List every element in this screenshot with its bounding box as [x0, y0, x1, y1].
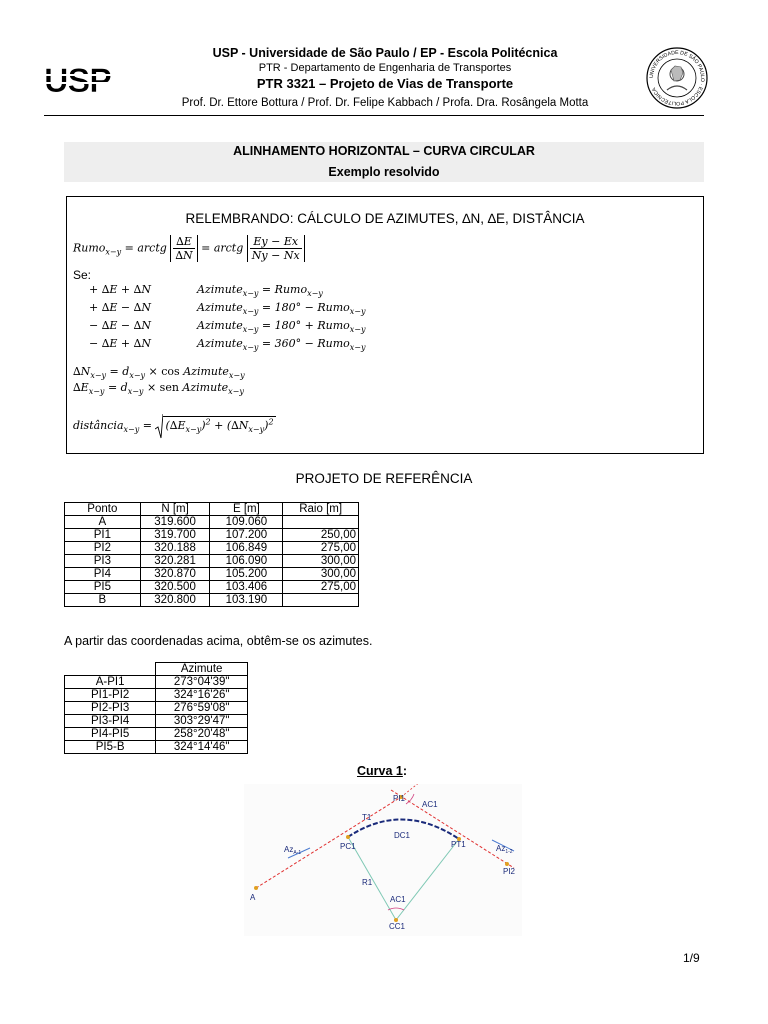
table-cell: PI2 [65, 542, 141, 555]
label-r1: R1 [362, 878, 373, 887]
table-cell: 103.190 [210, 594, 283, 607]
table-cell: 320.800 [140, 594, 210, 607]
table-row [65, 741, 248, 754]
page-number: 1/9 [683, 951, 700, 965]
table-cell: PI3-PI4 [65, 715, 156, 728]
case-rule: Azimute$_{x-y}$ = 360° − Rumo$_{x-y}$ [197, 337, 366, 353]
case-signs: − ∆E + ∆N [89, 337, 151, 350]
usp-logo-text: USP [44, 64, 111, 96]
table-cell [283, 594, 359, 607]
table-row [65, 676, 248, 689]
table-cell: 319.700 [140, 529, 210, 542]
case-row [89, 301, 151, 314]
table-row [65, 715, 248, 728]
table-cell: 320.870 [140, 568, 210, 581]
table-header-row [65, 503, 359, 516]
table-cell: 320.281 [140, 555, 210, 568]
table-header-row [65, 663, 248, 676]
case-row [89, 319, 151, 332]
table-cell: 300,00 [283, 568, 359, 581]
table-cell: 324°14'46" [156, 741, 248, 754]
table-cell: B [65, 594, 141, 607]
label-az-right-sub: 1-2 [505, 849, 513, 855]
delta-e-formula: $\Delta E_{x-y} = d_{x-y}$ × sen Azimute$_{x-y}$ [73, 381, 244, 397]
column-header: Ponto [65, 503, 141, 516]
table-row [65, 581, 359, 594]
distance-formula: distância$_{x-y}$ = $(\Delta E_{x-y})^2 + (\Delta N_{x-y})^2$ [73, 413, 276, 439]
table-cell: 276°59'08" [156, 702, 248, 715]
label-pi2: PI2 [503, 867, 516, 876]
title-line1: ALINHAMENTO HORIZONTAL – CURVA CIRCULAR [233, 144, 535, 158]
reference-heading: PROJETO DE REFERÊNCIA [295, 471, 473, 486]
table-cell: A-PI1 [65, 676, 156, 689]
table-cell: 303°29'47" [156, 715, 248, 728]
table-cell: PI4 [65, 568, 141, 581]
professors: Prof. Dr. Ettore Bottura / Prof. Dr. Felipe Kabbach / Profa. Dra. Rosângela Motta [181, 97, 589, 109]
column-header: Raio [m] [283, 503, 359, 516]
label-ac-bottom: AC1 [390, 895, 406, 904]
recall-heading: RELEMBRANDO: CÁLCULO DE AZIMUTES, ∆N, ∆E, DISTÂNCIA [185, 211, 585, 226]
label-cc1: CC1 [389, 922, 406, 931]
label-t1: T1 [362, 813, 372, 822]
curve-heading [357, 764, 407, 778]
table-cell: PI1 [65, 529, 141, 542]
case-signs: − ∆E − ∆N [89, 319, 151, 332]
table-cell: PI2-PI3 [65, 702, 156, 715]
table-cell: PI5 [65, 581, 141, 594]
university-name: USP - Universidade de São Paulo / EP - Escola Politécnica [212, 46, 558, 60]
table-cell: A [65, 516, 141, 529]
recall-box [66, 196, 704, 454]
table-cell: 107.200 [210, 529, 283, 542]
table-cell: 320.500 [140, 581, 210, 594]
column-header: N [m] [140, 503, 210, 516]
usp-logo [44, 64, 130, 96]
case-row [89, 337, 151, 350]
label-az-left-sub: A-1 [293, 850, 302, 856]
table-cell: 250,00 [283, 529, 359, 542]
case-signs: + ∆E + ∆N [89, 283, 151, 296]
label-pi1: PI1 [393, 794, 406, 803]
table-cell: PI3 [65, 555, 141, 568]
case-rule: Azimute$_{x-y}$ = Rumo$_{x-y}$ [197, 283, 323, 299]
table-cell: 275,00 [283, 542, 359, 555]
table-cell: 106.849 [210, 542, 283, 555]
table-row [65, 689, 248, 702]
curve-diagram [244, 784, 522, 936]
table-row [65, 555, 359, 568]
table-cell: 320.188 [140, 542, 210, 555]
case-rule: Azimute$_{x-y}$ = 180° − Rumo$_{x-y}$ [197, 301, 366, 317]
label-ac-top: AC1 [422, 800, 438, 809]
label-pt1: PT1 [451, 840, 466, 849]
column-header: E [m] [210, 503, 283, 516]
delta-n-formula: $\Delta N_{x-y} = d_{x-y} \times \cos$ Azimute$_{x-y}$ [73, 365, 245, 381]
label-az-right-main: Az [496, 844, 506, 853]
table-cell: 300,00 [283, 555, 359, 568]
table-cell: 319.600 [140, 516, 210, 529]
table-cell: 275,00 [283, 581, 359, 594]
table-row [65, 728, 248, 741]
curve-heading-suffix: : [402, 764, 408, 778]
table-row [65, 542, 359, 555]
title-band [64, 142, 704, 182]
table-row [65, 702, 248, 715]
table-row [65, 568, 359, 581]
case-row [89, 283, 151, 296]
label-dc1: DC1 [394, 831, 411, 840]
table-row [65, 594, 359, 607]
table-cell: 109.060 [210, 516, 283, 529]
table-cell: 106.090 [210, 555, 283, 568]
case-rule-value: 180° + Rumo [274, 319, 350, 332]
table-row [65, 529, 359, 542]
table-cell: 103.406 [210, 581, 283, 594]
point-pc1 [346, 835, 350, 839]
reference-table [64, 502, 359, 607]
department-name: PTR - Departamento de Engenharia de Transportes [258, 62, 512, 74]
point-pi2 [505, 862, 509, 866]
label-pc1: PC1 [340, 842, 356, 851]
header-rule [44, 115, 704, 116]
table-cell: 105.200 [210, 568, 283, 581]
case-rule-value: Rumo [274, 283, 308, 296]
table-cell: 324°16'26" [156, 689, 248, 702]
title-line2: Exemplo resolvido [328, 165, 440, 179]
case-rule: Azimute$_{x-y}$ = 180° + Rumo$_{x-y}$ [197, 319, 366, 335]
table-cell: PI1-PI2 [65, 689, 156, 702]
label-a: A [250, 893, 256, 902]
table-cell: PI5-B [65, 741, 156, 754]
escola-politecnica-seal [645, 46, 709, 110]
azimuth-intro: A partir das coordenadas acima, obtêm-se os azimutes. [64, 634, 373, 648]
label-az-left-main: Az [284, 845, 294, 854]
curve-heading-text: Curva 1 [357, 764, 403, 778]
course-name: PTR 3321 – Projeto de Vias de Transporte [256, 76, 514, 91]
se-label: Se: [73, 268, 92, 282]
seal-text: UNIVERSIDADE DE SÃO PAULO · ESCOLA POLITÉCNICA [648, 49, 706, 107]
case-signs: + ∆E − ∆N [89, 301, 151, 314]
azimuth-table [64, 662, 248, 754]
table-cell [283, 516, 359, 529]
column-header: Azimute [156, 663, 248, 676]
point-a [254, 886, 258, 890]
table-cell: 273°04'39" [156, 676, 248, 689]
rumo-formula: Rumo$_{x-y}$ = arctg $\frac{\Delta E}{\Delta N}$ = arctg $\frac{Ey - Ex}{Ny - Nx}$ [73, 235, 305, 262]
table-cell: 258°20'48" [156, 728, 248, 741]
table-cell: PI4-PI5 [65, 728, 156, 741]
case-rule-value: 180° − Rumo [274, 301, 350, 314]
case-rule-value: 360° − Rumo [274, 337, 350, 350]
table-row [65, 516, 359, 529]
diagram-background [244, 784, 522, 936]
